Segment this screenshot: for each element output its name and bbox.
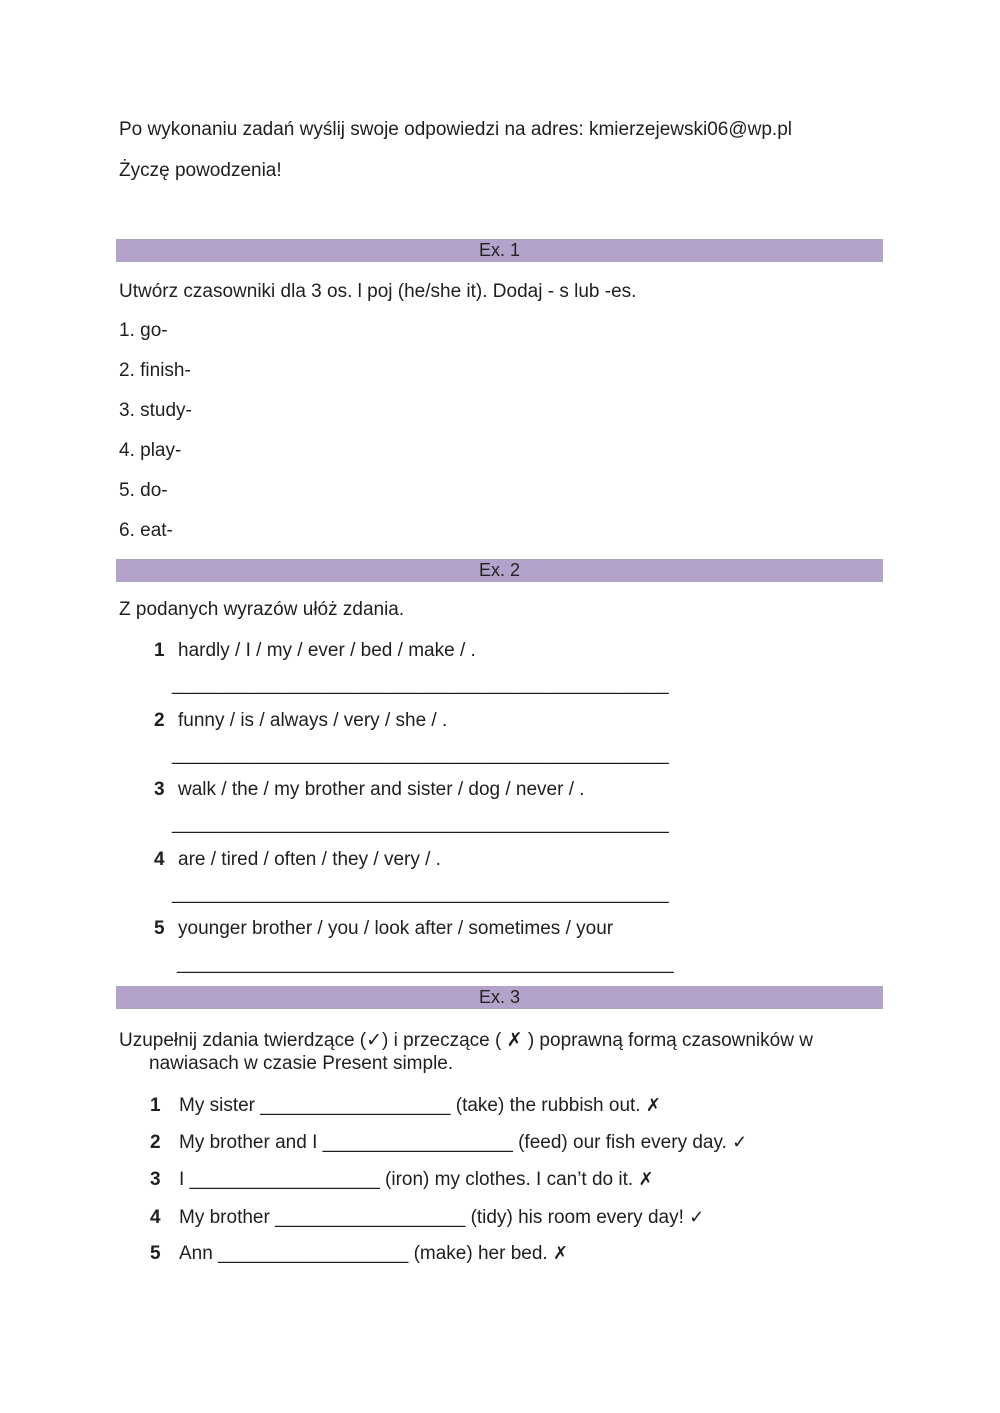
ex2-item-text: are / tired / often / they / very / .	[178, 849, 441, 870]
ex3-item-row	[179, 1132, 747, 1154]
ex1-item: 5. do-	[119, 480, 168, 501]
ex2-item-number: 1	[154, 640, 165, 661]
ex2-item-text: younger brother / you / look after / sometimes / your	[178, 918, 614, 939]
ex3-item-number: 3	[150, 1169, 161, 1190]
ex2-item-number: 4	[154, 849, 165, 870]
check-mark-icon: ✓	[689, 1207, 705, 1227]
ex3-item-row	[179, 1169, 654, 1191]
cross-mark-icon: ✗	[645, 1095, 661, 1115]
ex2-item-text: funny / is / always / very / she / .	[178, 710, 448, 731]
ex2-item-text: hardly / I / my / ever / bed / make / .	[178, 640, 476, 661]
ex2-answer-line[interactable]: _______________________________________________	[172, 813, 669, 834]
ex1-item: 2. finish-	[119, 360, 191, 381]
cross-mark-icon: ✗	[552, 1243, 569, 1263]
ex2-item-number: 3	[154, 779, 165, 800]
ex3-item-text[interactable]: My brother __________________ (tidy) his room every day!	[179, 1207, 684, 1228]
ex2-item-number: 2	[154, 710, 165, 731]
ex2-answer-line[interactable]: _______________________________________________	[177, 953, 674, 974]
cross-mark-icon: ✗	[638, 1169, 654, 1189]
ex3-header: Ex. 3	[116, 986, 883, 1009]
ex3-item-text[interactable]: I __________________ (iron) my clothes. I can’t do it.	[179, 1169, 634, 1190]
ex2-instruction: Z podanych wyrazów ułóż zdania.	[119, 599, 405, 620]
ex2-answer-line[interactable]: _______________________________________________	[172, 744, 669, 765]
ex2-answer-line[interactable]: _______________________________________________	[172, 674, 669, 695]
ex3-item-text[interactable]: Ann __________________ (make) her bed.	[179, 1243, 548, 1264]
ex3-item-number: 4	[150, 1207, 161, 1228]
ex2-item-text: walk / the / my brother and sister / dog / never / .	[178, 779, 585, 800]
ex1-item: 4. play-	[119, 440, 182, 461]
intro-instruction: Po wykonaniu zadań wyślij swoje odpowiedzi na adres: kmierzejewski06@wp.pl	[119, 119, 792, 140]
ex3-instruction-line1: Uzupełnij zdania twierdzące (✓) i przeczące ( ✗ ) poprawną formą czasowników w	[119, 1030, 813, 1051]
ex3-item-text[interactable]: My brother and I __________________ (feed) our fish every day.	[179, 1132, 727, 1153]
ex1-item: 6. eat-	[119, 520, 173, 541]
ex3-instruction-line2: nawiasach w czasie Present simple.	[149, 1053, 454, 1074]
ex3-item-row	[179, 1243, 568, 1265]
ex2-answer-line[interactable]: _______________________________________________	[172, 883, 669, 904]
ex3-item-text[interactable]: My sister __________________ (take) the rubbish out.	[179, 1095, 641, 1116]
ex2-header: Ex. 2	[116, 559, 883, 582]
ex1-header: Ex. 1	[116, 239, 883, 262]
intro-greeting: Życzę powodzenia!	[119, 160, 282, 181]
check-mark-icon: ✓	[732, 1132, 748, 1152]
ex2-item-number: 5	[154, 918, 165, 939]
ex3-item-number: 2	[150, 1132, 161, 1153]
ex3-item-number: 5	[150, 1243, 161, 1264]
ex3-item-number: 1	[150, 1095, 161, 1116]
ex3-item-row	[179, 1095, 661, 1117]
ex1-instruction: Utwórz czasowniki dla 3 os. l poj (he/she it). Dodaj - s lub -es.	[119, 281, 637, 302]
ex1-item: 1. go-	[119, 320, 168, 341]
ex1-item: 3. study-	[119, 400, 192, 421]
ex3-item-row	[179, 1207, 704, 1229]
